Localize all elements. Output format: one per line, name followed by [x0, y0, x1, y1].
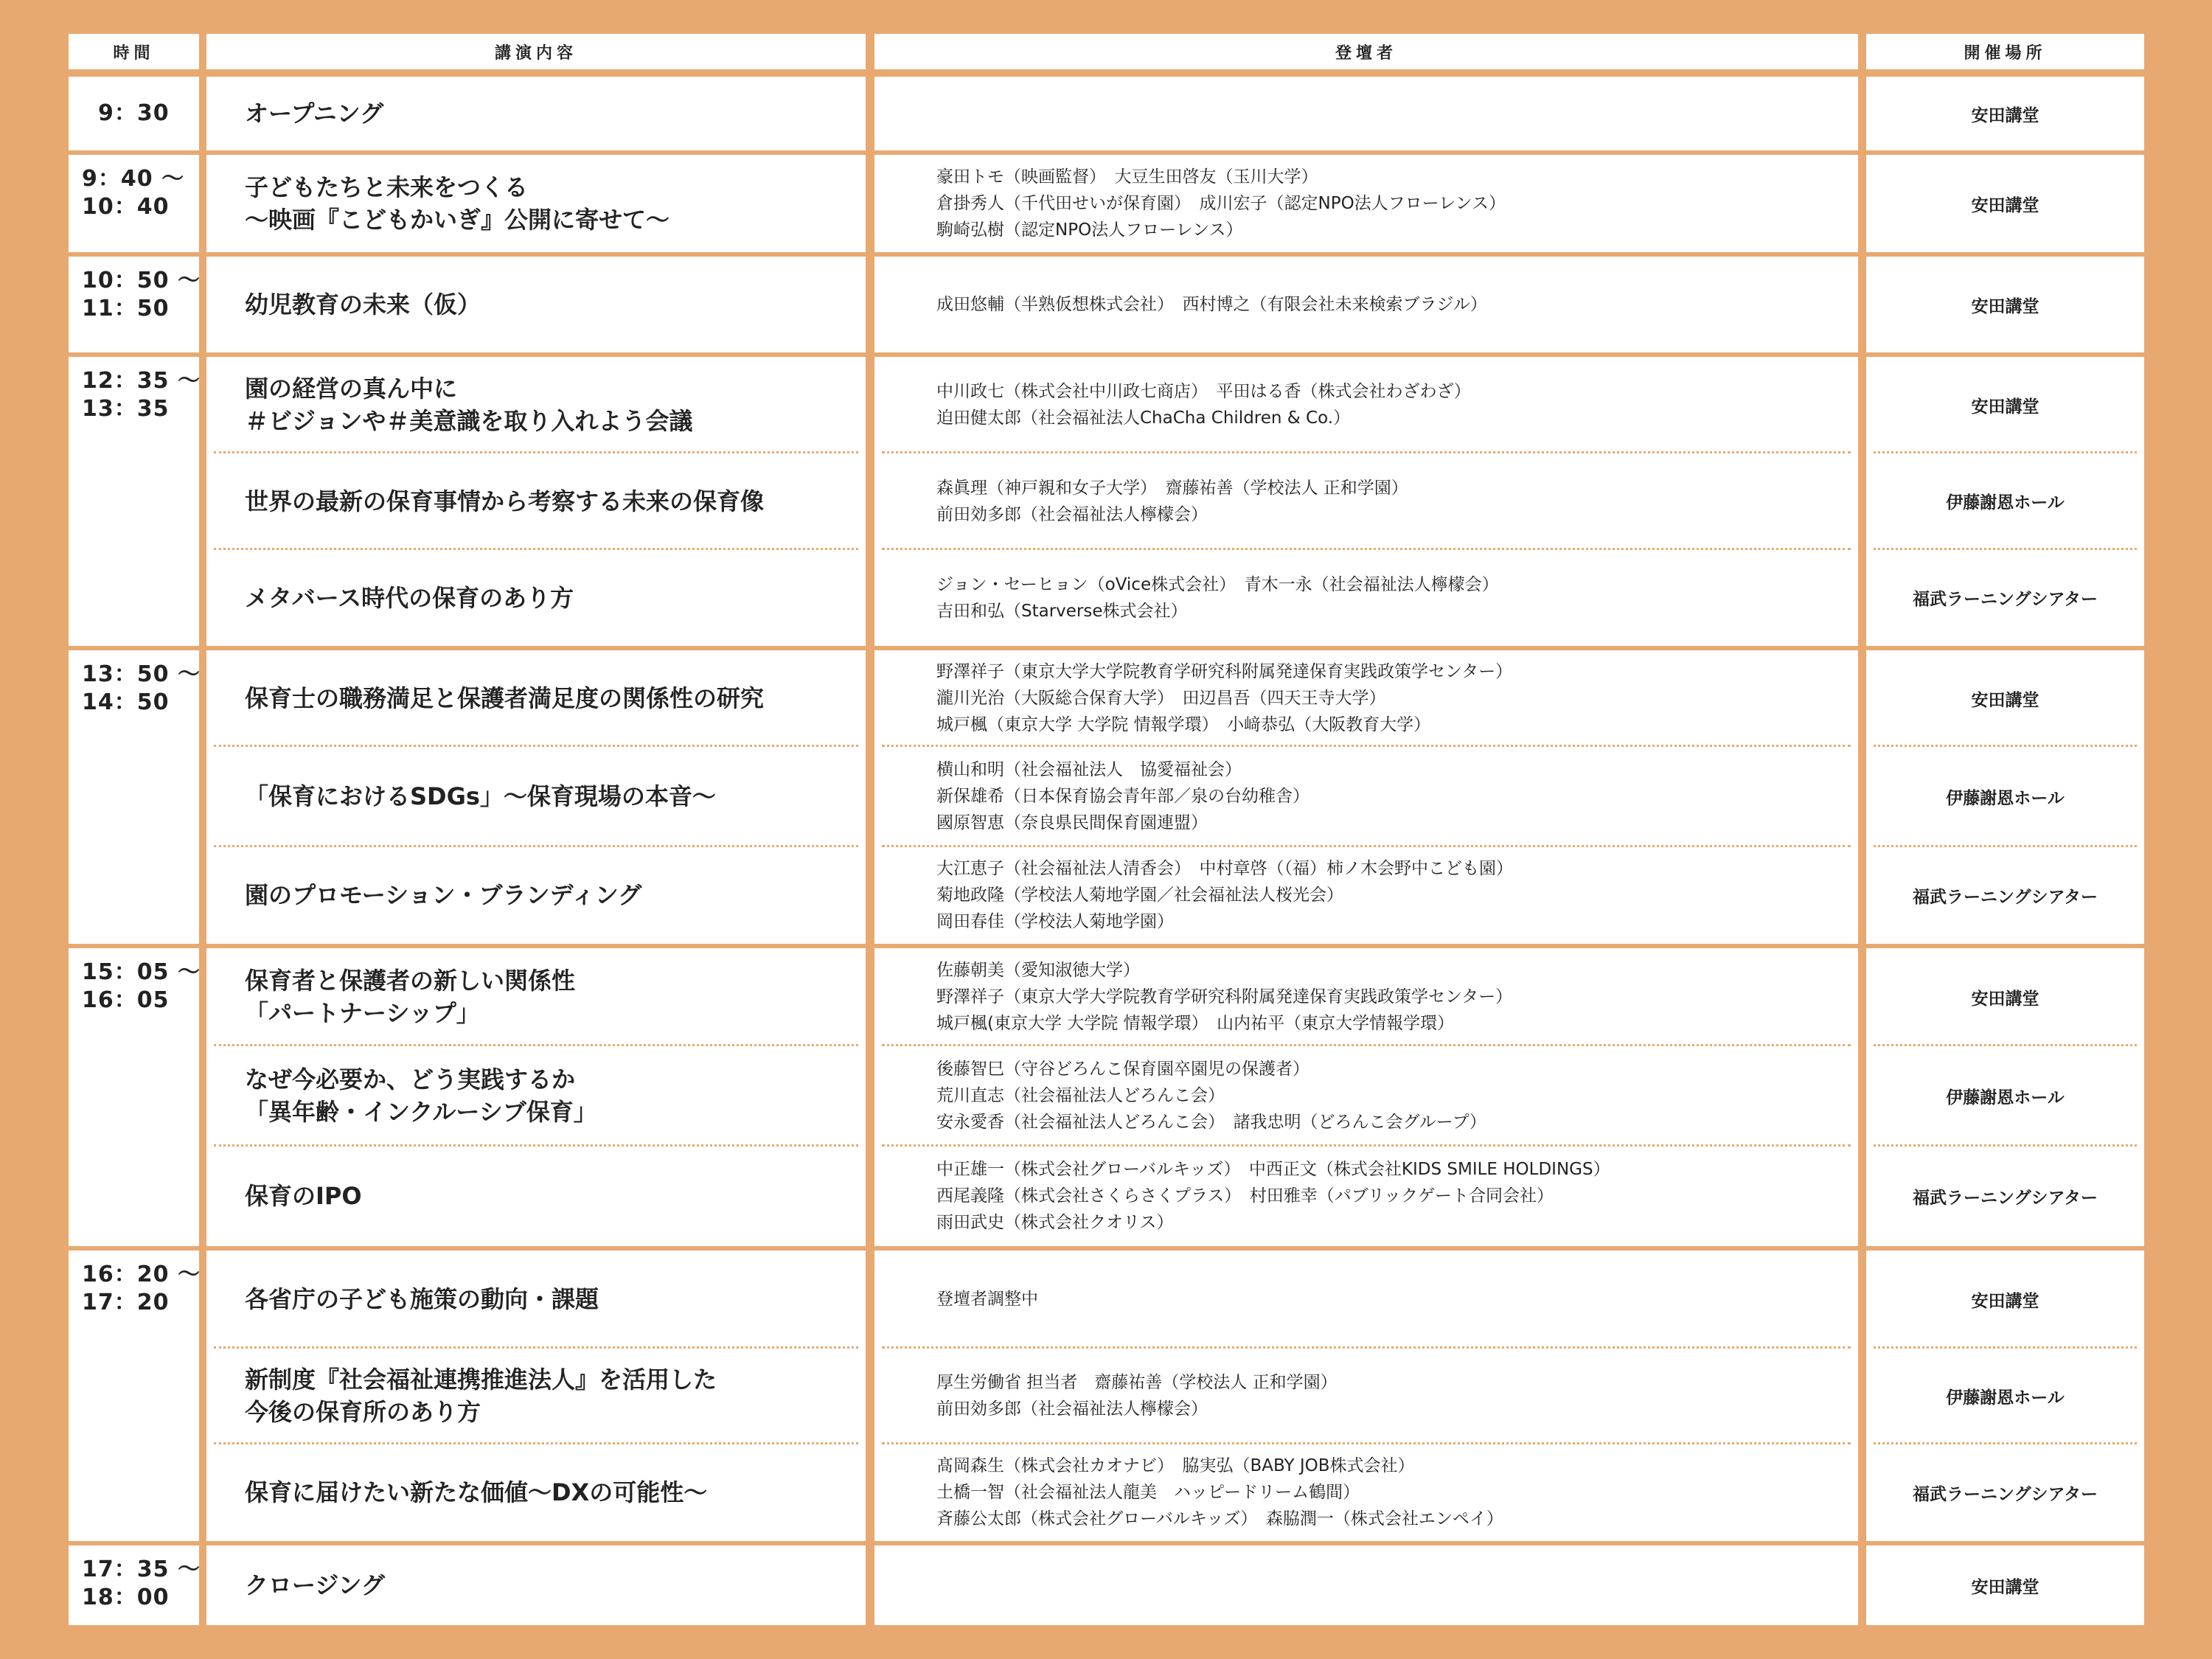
time-cell	[69, 948, 199, 1246]
session-title	[245, 549, 851, 646]
time-range	[82, 1556, 201, 1612]
session-speakers	[936, 650, 1843, 746]
time-line: 9：30	[98, 100, 170, 126]
title-cell	[206, 948, 866, 1246]
session-speakers	[936, 846, 1843, 944]
speaker-line: 岡田春佳（学校法人菊地学園）	[936, 912, 1174, 931]
session-title-line: 子どもたちと未来をつくる	[245, 173, 529, 201]
header-time-label: 時間	[113, 44, 155, 63]
time-line: 13：50 〜	[82, 661, 201, 687]
title-cell	[206, 357, 866, 646]
session-speakers	[936, 1444, 1843, 1541]
header-content-label: 講演内容	[494, 44, 577, 63]
session-divider	[214, 1144, 858, 1147]
session-divider	[882, 548, 1851, 550]
session-title-line: なぜ今必要か、どう実践するか	[245, 1065, 576, 1093]
session-speakers	[936, 1046, 1843, 1146]
speaker-line: 瀧川光治（大阪総合保育大学） 田辺昌吾（四天王寺大学）	[936, 689, 1386, 708]
speaker-line: 雨田武史（株式会社クオリス）	[936, 1213, 1174, 1232]
session-title-line: 各省庁の子ども施策の動向・課題	[245, 1285, 599, 1313]
session-divider	[214, 1044, 858, 1046]
speaker-line: 新保雄希（日本保育協会青年部／泉の台幼稚舎）	[936, 787, 1310, 806]
session-title	[245, 650, 851, 746]
session-speakers	[936, 155, 1843, 252]
spk-cell	[874, 948, 1858, 1246]
session-title-line: ＃ビジョンや＃美意識を取り入れよう会議	[245, 407, 693, 435]
session-divider	[882, 1442, 1851, 1444]
speaker-line: 安永愛香（社会福祉法人どろんこ会） 諸我忠明（どろんこ会グループ）	[936, 1113, 1486, 1132]
speaker-line: 城戸楓(東京大学 大学院 情報学環） 山内祐平（東京大学情報学環）	[936, 1014, 1455, 1033]
speaker-line: 前田効多郎（社会福祉法人檸檬会）	[936, 504, 1208, 524]
speaker-line: 髙岡森生（株式会社カオナビ） 脇実弘（BABY JOB株式会社）	[936, 1456, 1415, 1475]
speaker-line: 國原智恵（奈良県民間保育園連盟）	[936, 813, 1208, 832]
session-divider	[882, 451, 1851, 453]
session-venue: 伊藤謝恩ホール	[1946, 493, 2065, 512]
session-divider	[882, 1346, 1851, 1349]
speaker-line: 荒川直志（社会福祉法人どろんこ会）	[936, 1086, 1225, 1105]
session-title	[245, 155, 851, 252]
venue-cell	[1866, 1545, 2144, 1625]
session-divider	[1874, 745, 2137, 747]
session-venue: 福武ラーニングシアター	[1913, 590, 2098, 609]
session-venue: 安田講堂	[1971, 105, 2039, 125]
session-speakers	[936, 77, 1843, 150]
time-line: 12：35 〜	[82, 368, 201, 394]
session-title	[245, 846, 851, 944]
header-speakers-label: 登壇者	[1335, 44, 1397, 63]
session-title	[245, 1251, 851, 1348]
venue-cell	[1866, 77, 2144, 150]
session-title	[245, 357, 851, 453]
speaker-line: ジョン・セーヒョン（oVice株式会社） 青木一永（社会福祉法人檸檬会）	[936, 574, 1499, 594]
header-speakers	[874, 34, 1858, 69]
title-cell	[206, 77, 866, 150]
venue-cell	[1866, 650, 2144, 944]
session-divider	[1874, 1144, 2137, 1147]
session-speakers	[936, 1251, 1843, 1348]
speaker-line: 城戸楓（東京大学 大学院 情報学環） 小﨑恭弘（大阪教育大学）	[936, 715, 1431, 734]
speaker-line: 佐藤朝美（愛知淑徳大学）	[936, 961, 1140, 980]
venue-cell	[1866, 357, 2144, 646]
time-cell	[69, 357, 199, 646]
time-range	[82, 165, 184, 221]
speaker-line: 西尾義隆（株式会社さくらさくプラス） 村田雅幸（パブリックゲート合同会社）	[936, 1186, 1554, 1206]
session-venue: 福武ラーニングシアター	[1913, 1188, 2098, 1208]
time-line: 9：40 〜	[82, 166, 185, 192]
time-cell	[69, 155, 199, 252]
speaker-line: 倉掛秀人（千代田せいが保育園） 成川宏子（認定NPO法人フローレンス）	[936, 194, 1506, 213]
speaker-line: 中川政七（株式会社中川政七商店） 平田はる香（株式会社わざわざ）	[936, 382, 1471, 401]
time-line: 16：05	[82, 987, 170, 1013]
session-divider	[882, 845, 1851, 847]
time-cell	[69, 257, 199, 352]
session-divider	[882, 1144, 1851, 1147]
session-speakers	[936, 453, 1843, 549]
time-range	[82, 367, 201, 423]
time-line: 10：50 〜	[82, 268, 201, 293]
session-speakers	[936, 257, 1843, 352]
header-venue-label: 開催場所	[1964, 44, 2047, 63]
time-range	[82, 661, 201, 717]
session-divider	[1874, 1346, 2137, 1349]
time-range	[82, 267, 201, 323]
session-speakers	[936, 357, 1843, 453]
session-venue: 安田講堂	[1971, 397, 2039, 417]
speaker-line: 後藤智巳（守谷どろんこ保育園卒園児の保護者）	[936, 1060, 1310, 1079]
session-title-line: メタバース時代の保育のあり方	[245, 583, 574, 612]
session-title-line: 「パートナーシップ」	[245, 999, 480, 1027]
time-range	[82, 959, 201, 1015]
session-title-line: 「保育におけるSDGs」〜保育現場の本音〜	[245, 782, 716, 810]
session-venue: 安田講堂	[1971, 195, 2039, 215]
session-title	[245, 948, 851, 1046]
session-title-line: 〜映画『こどもかいぎ』公開に寄せて〜	[245, 206, 670, 234]
session-title-line: 園の経営の真ん中に	[245, 375, 458, 403]
session-venue: 伊藤謝恩ホール	[1946, 1388, 2065, 1408]
speaker-line: 土橋一智（社会福祉法人龍美 ハッピードリーム鶴間）	[936, 1483, 1360, 1502]
time-line: 10：40	[82, 194, 170, 220]
session-speakers	[936, 1545, 1843, 1625]
session-venue: 安田講堂	[1971, 296, 2039, 316]
header-content	[206, 34, 866, 69]
session-speakers	[936, 1348, 1843, 1444]
time-cell	[69, 650, 199, 944]
speaker-line: 森眞理（神戸親和女子大学） 齋藤祐善（学校法人 正和学園）	[936, 478, 1408, 498]
speaker-line: 吉田和弘（Starverse株式会社）	[936, 601, 1188, 621]
time-line: 17：20	[82, 1290, 170, 1315]
spk-cell	[874, 77, 1858, 150]
session-divider	[214, 1442, 858, 1444]
spk-cell	[874, 650, 1858, 944]
header-time	[69, 34, 199, 69]
session-venue: 伊藤謝恩ホール	[1946, 788, 2065, 808]
spk-cell	[874, 155, 1858, 252]
time-line: 14：50	[82, 689, 170, 715]
time-line: 15：05 〜	[82, 959, 201, 985]
session-title	[245, 1146, 851, 1246]
session-venue: 安田講堂	[1971, 1577, 2039, 1597]
session-title-line: 保育士の職務満足と保護者満足度の関係性の研究	[245, 684, 765, 712]
session-divider	[214, 451, 858, 453]
session-title-line: 園のプロモーション・ブランディング	[245, 881, 642, 909]
session-title-line: クロージング	[245, 1571, 385, 1599]
session-venue: 安田講堂	[1971, 1291, 2039, 1311]
session-divider	[214, 548, 858, 550]
venue-cell	[1866, 155, 2144, 252]
session-divider	[214, 845, 858, 847]
session-divider	[882, 1044, 1851, 1046]
session-venue: 安田講堂	[1971, 690, 2039, 710]
spk-cell	[874, 1545, 1858, 1625]
session-title	[245, 453, 851, 549]
title-cell	[206, 1251, 866, 1541]
session-title	[245, 1046, 851, 1146]
speaker-line: 豪田トモ（映画監督） 大豆生田啓友（玉川大学）	[936, 167, 1318, 187]
session-venue: 伊藤謝恩ホール	[1946, 1088, 2065, 1107]
session-divider	[882, 745, 1851, 747]
speaker-line: 大江恵子（社会福祉法人清香会） 中村章啓（（福）柿ノ木会野中こども園）	[936, 859, 1513, 878]
title-cell	[206, 650, 866, 944]
session-divider	[1874, 1442, 2137, 1444]
session-title-line: 幼児教育の未来（仮）	[245, 291, 481, 319]
session-title	[245, 1545, 851, 1625]
speaker-line: 厚生労働省 担当者 齋藤祐善（学校法人 正和学園）	[936, 1373, 1338, 1392]
session-venue: 福武ラーニングシアター	[1913, 1484, 2098, 1504]
speaker-line: 駒崎弘樹（認定NPO法人フローレンス）	[936, 220, 1243, 240]
session-title	[245, 1348, 851, 1444]
session-title-line: 保育者と保護者の新しい関係性	[245, 967, 576, 995]
speaker-line: 成田悠輔（半熟仮想株式会社） 西村博之（有限会社未来検索ブラジル）	[936, 295, 1487, 314]
title-cell	[206, 155, 866, 252]
session-divider	[1874, 1044, 2137, 1046]
session-title	[245, 257, 851, 352]
session-title-line: オープニング	[245, 100, 384, 128]
session-divider	[214, 745, 858, 747]
session-title	[245, 746, 851, 846]
speaker-line: 登壇者調整中	[936, 1290, 1038, 1309]
session-title-line: 新制度『社会福祉連携推進法人』を活用した	[245, 1366, 717, 1394]
session-venue: 福武ラーニングシアター	[1913, 887, 2098, 907]
spk-cell	[874, 1251, 1858, 1541]
time-cell	[69, 1251, 199, 1541]
session-title-line: 今後の保育所のあり方	[245, 1398, 481, 1426]
speaker-line: 横山和明（社会福祉法人 協愛福祉会）	[936, 760, 1242, 779]
title-cell	[206, 257, 866, 352]
venue-cell	[1866, 948, 2144, 1246]
header-venue	[1866, 34, 2144, 69]
time-line: 13：35	[82, 396, 170, 422]
session-divider	[1874, 845, 2137, 847]
session-divider	[1874, 548, 2137, 550]
session-divider	[214, 1346, 858, 1349]
time-cell	[69, 77, 199, 150]
speaker-line: 野澤祥子（東京大学大学院教育学研究科附属発達保育実践政策学センター）	[936, 987, 1513, 1006]
session-divider	[1874, 451, 2137, 453]
speaker-line: 前田効多郎（社会福祉法人檸檬会）	[936, 1399, 1208, 1419]
speaker-line: 野澤祥子（東京大学大学院教育学研究科附属発達保育実践政策学センター）	[936, 662, 1513, 681]
speaker-line: 菊地政隆（学校法人菊地学園／社会福祉法人桜光会）	[936, 886, 1343, 905]
session-title-line: 世界の最新の保育事情から考察する未来の保育像	[245, 487, 765, 515]
session-speakers	[936, 746, 1843, 846]
spk-cell	[874, 357, 1858, 646]
title-cell	[206, 1545, 866, 1625]
session-speakers	[936, 948, 1843, 1046]
speaker-line: 迫田健太郎（社会福祉法人ChaCha Children & Co.）	[936, 408, 1351, 428]
speaker-line: 中正雄一（株式会社グローバルキッズ） 中西正文（株式会社KIDS SMILE HOLDINGS）	[936, 1160, 1610, 1179]
time-range	[82, 1261, 201, 1317]
time-line: 18：00	[82, 1585, 170, 1610]
session-speakers	[936, 549, 1843, 646]
session-venue: 安田講堂	[1971, 989, 2039, 1009]
time-line: 16：20 〜	[82, 1262, 201, 1287]
time-line: 17：35 〜	[82, 1557, 201, 1582]
time-cell	[69, 1545, 199, 1625]
time-line: 11：50	[82, 296, 170, 321]
session-title	[245, 77, 851, 150]
session-speakers	[936, 1146, 1843, 1246]
spk-cell	[874, 257, 1858, 352]
time-range	[98, 100, 170, 128]
session-title	[245, 1444, 851, 1541]
session-title-line: 保育に届けたい新たな価値〜DXの可能性〜	[245, 1478, 708, 1506]
session-title-line: 「異年齢・インクルーシブ保育」	[245, 1098, 597, 1126]
venue-cell	[1866, 1251, 2144, 1541]
venue-cell	[1866, 257, 2144, 352]
session-title-line: 保育のIPO	[245, 1182, 362, 1210]
speaker-line: 斉藤公太郎（株式会社グローバルキッズ） 森脇潤一（株式会社エンペイ）	[936, 1509, 1503, 1528]
